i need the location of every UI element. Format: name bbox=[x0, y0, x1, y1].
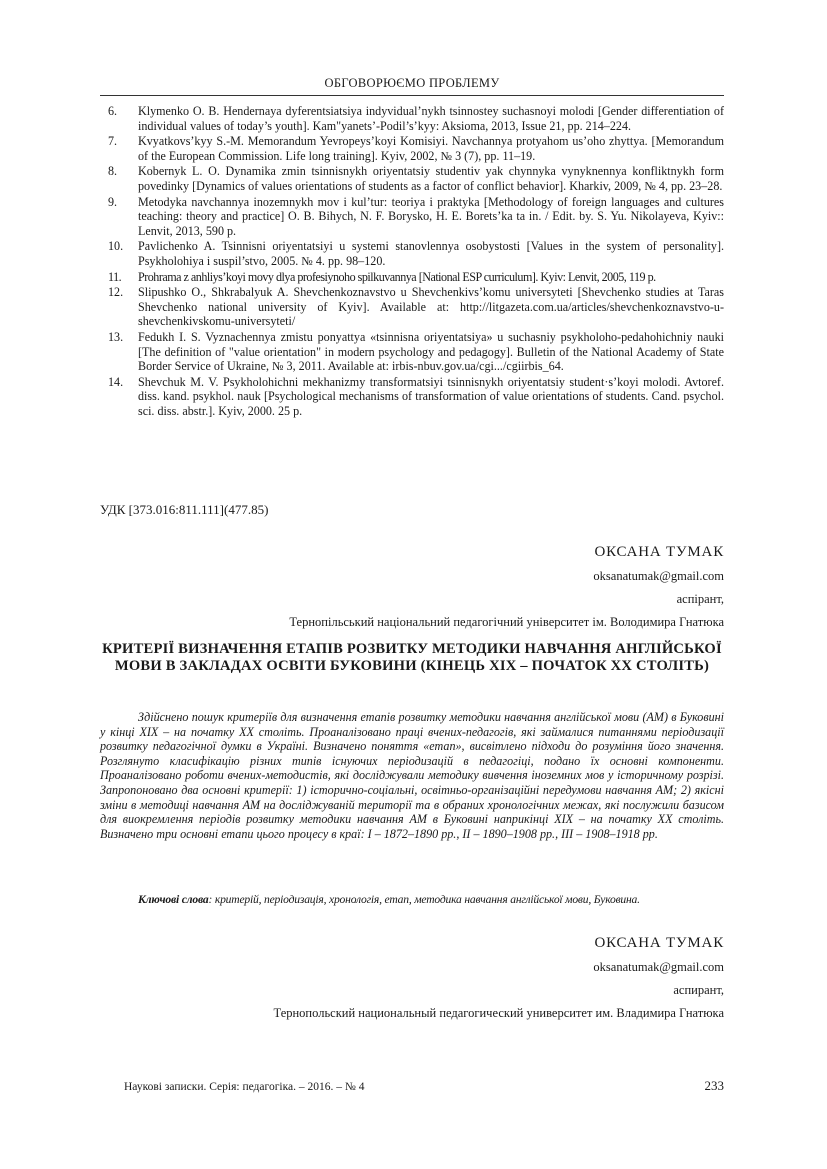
reference-item bbox=[100, 270, 724, 285]
author-email: oksanatumak@gmail.com bbox=[593, 569, 724, 583]
reference-text: Pavlichenko A. Tsinnisni oriyentatsiyi u systemi stanovlennya osobystosti [Values in the system of personality]. Psykholohiya i suspil’stvo, 2005. № 4. pp. 98–120. bbox=[138, 239, 724, 268]
keywords-label: Ключові слова bbox=[138, 893, 209, 906]
udc-code: УДК [373.016:811.111](477.85) bbox=[100, 502, 269, 517]
reference-item bbox=[100, 164, 724, 193]
reference-text: Klymenko O. B. Hendernaya dyferentsiatsiya indyvidual’nykh tsinnostey suchasnoyi molodi [Gender differentiation of individual values of today’s youth]. Kam"yanets’-Podil’s’kyy: Aksioma, 2013, Issue 21, pp. 214–224. bbox=[138, 104, 724, 133]
reference-number: 6. bbox=[108, 104, 118, 118]
reference-number: 9. bbox=[108, 194, 118, 209]
reference-text: Kvyatkovs’kyy S.-M. Memorandum Yevropeys’koyi Komisiyi. Navchannya protyahom us’oho zhyttya. [Memorandum of the European Commission. Life long training]. Kyiv, 2002, № 3 (7), pp. 11–19. bbox=[138, 134, 724, 163]
author-position: аспирант, bbox=[673, 983, 724, 997]
author-position: аспірант, bbox=[676, 592, 724, 606]
reference-text: Prohrama z anhliys’koyi movy dlya profesiynoho spilkuvannya [National ESP curriculum]. Kyiv: Lenvit, 2005, 119 p. bbox=[138, 269, 656, 284]
reference-number: 12. bbox=[108, 285, 124, 300]
author-block-ru bbox=[124, 935, 724, 1021]
reference-text: Shevchuk M. V. Psykholohichni mekhanizmy transformatsiyi tsinnisnykh oriyentatsiy student·s’koyi molodi. Avtoref. diss. kand. psykhol. nauk [Psychological mechanisms of transformation of value orientations of students. Cand. psychol. sci. diss. abstr.]. Kyiv, 2000. 25 p. bbox=[138, 374, 724, 418]
author-affiliation: Тернопільський національний педагогічний університет ім. Володимира Гнатюка bbox=[289, 615, 724, 629]
reference-number: 13. bbox=[108, 329, 124, 344]
reference-number: 8. bbox=[108, 164, 118, 179]
reference-item bbox=[100, 195, 724, 239]
reference-item bbox=[100, 330, 724, 374]
reference-item bbox=[100, 104, 724, 133]
author-email: oksanatumak@gmail.com bbox=[593, 960, 724, 974]
reference-item bbox=[100, 134, 724, 163]
running-head: ОБГОВОРЮЄМО ПРОБЛЕМУ bbox=[324, 76, 500, 90]
reference-item bbox=[100, 239, 724, 268]
footer-journal: Наукові записки. Серія: педагогіка. – 2016. – № 4 bbox=[124, 1081, 365, 1093]
abstract: Здійснено пошук критеріїв для визначення етапів розвитку методики навчання англійської мови (АМ) в Буковині у кінці ХІХ – на початку ХХ століть. Проаналізовано праці вчених-педагогів, які займалися питаннями періодизації розвитку педагогічної думки в Україні. Визначено поняття «етап», висвітлено підходи до розуміння його значення. Розглянуто класифікацію різних типів існуючих періодизацій в педагогіці, подано їх основні компоненти. Проаналізовано роботи вчених-методистів, які досліджували методику вивчення іноземних мов у історичному розрізі. Запропоновано два основні критерії: 1) історично-соціальні, освітньо-організаційні передумови навчання АМ; 2) якісні зміни в методиці навчання АМ на досліджуваній території та в обраних хронологічних межах, які послужили базисом для виокремлення періодів розвитку методики навчання АМ в Буковині наприкінці ХІХ – на початку ХХ століть. Визначено три основні етапи цього процесу в краї: І – 1872–1890 рр., ІІ – 1890–1908 рр., ІІІ – 1908–1918 рр. bbox=[100, 710, 724, 841]
reference-number: 10. bbox=[108, 239, 124, 254]
author-affiliation: Тернопольский национальный педагогический университет им. Владимира Гнатюка bbox=[273, 1006, 724, 1020]
author-name: ОКСАНА ТУМАК bbox=[594, 544, 724, 560]
reference-number: 11. bbox=[108, 269, 122, 284]
article-title: КРИТЕРІЇ ВИЗНАЧЕННЯ ЕТАПІВ РОЗВИТКУ МЕТОДИКИ НАВЧАННЯ АНГЛІЙСЬКОЇ МОВИ В ЗАКЛАДАХ ОСВІТИ БУКОВИНИ (КІНЕЦЬ ХІХ – ПОЧАТОК ХХ СТОЛІТЬ) bbox=[102, 641, 722, 674]
keywords bbox=[100, 893, 724, 906]
author-block-ua bbox=[124, 544, 724, 630]
reference-number: 14. bbox=[108, 374, 124, 389]
reference-number: 7. bbox=[108, 134, 118, 149]
page-number: 233 bbox=[704, 1078, 724, 1093]
reference-text: Metodyka navchannya inozemnykh mov i kul’tur: teoriya i praktyka [Methodology of foreign languages and cultures teaching: theory and practice] O. B. Bihych, N. F. Borysko, H. E. Borets’ka ta in. / Edit. by. S. Yu. Nikolayeva, Kyiv:: Lenvit, 2013, 590 p. bbox=[138, 194, 724, 238]
reference-text: Kobernyk L. O. Dynamika zmin tsinnisnykh oriyentatsiy studentiv yak chynnyka vynyknennya konfliktnykh form povedinky [Dynamics of values orientations of students as a factor of conflict behavior]. Kharkiv, 2009, № 4, pp. 23–28. bbox=[138, 164, 724, 193]
keywords-text: : критерій, періодизація, хронологія, етап, методика навчання англійської мови, Буковина. bbox=[208, 893, 640, 906]
header-rule bbox=[100, 95, 724, 96]
reference-item bbox=[100, 375, 724, 419]
reference-item bbox=[100, 285, 724, 329]
reference-list bbox=[100, 104, 724, 419]
reference-text: Fedukh I. S. Vyznachennya zmistu ponyattya «tsinnisna oriyentatsiya» u suchasniy psykholoho-pedahohichniy nauki [The definition of "value orientation" in modern psychology and pedagogy]. Bulletin of the National Academy of State Border Service of Ukraine, № 3, 2011. Available at: irbis-nbuv.gov.ua/cgi.../cgiirbis_64. bbox=[138, 329, 724, 374]
author-name: ОКСАНА ТУМАК bbox=[594, 935, 724, 951]
reference-text: Slipushko O., Shkrabalyuk A. Shevchenkoznavstvo u Shevchenkivs’komu universyteti [Shevchenko studies at Taras Shevchenko national university of Kyiv]. Available at: http://litgazeta.com.ua/articles/shevchenkoznavstvo-u-shevchenkivskomu-universyteti/ bbox=[138, 285, 724, 329]
